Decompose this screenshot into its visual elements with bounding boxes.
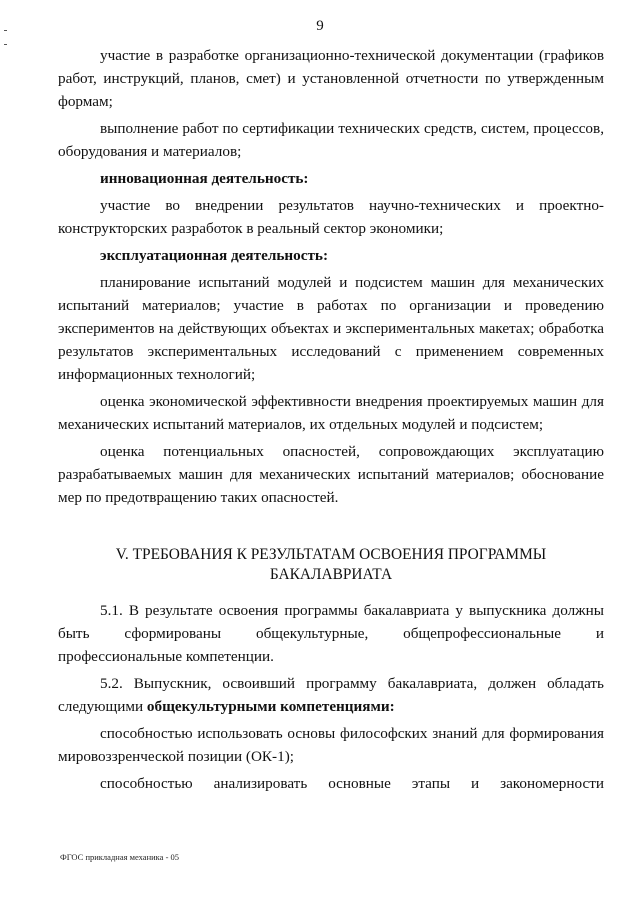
paragraph: оценка потенциальных опасностей, сопровождающих эксплуатацию разрабатываемых машин для механических испытаний материалов; обоснование мер по предотвращению таких опасностей. bbox=[58, 443, 604, 506]
scan-artifact bbox=[4, 44, 7, 45]
competency-item: способностью анализировать основные этапы и закономерности bbox=[100, 775, 604, 792]
paragraph: оценка экономической эффективности внедрения проектируемых машин для механических испытаний материалов, их отдельных модулей и подсистем; bbox=[58, 393, 604, 433]
section-title bbox=[58, 545, 604, 585]
paragraph: 5.1. В результате освоения программы бакалавриата у выпускника должны быть сформированы общекультурные, общепрофессиональные и профессиональные компетенции. bbox=[58, 602, 604, 665]
paragraph bbox=[58, 672, 604, 718]
paragraph: выполнение работ по сертификации технических средств, систем, процессов, оборудования и материалов; bbox=[58, 120, 604, 160]
paragraph: участие в разработке организационно-технической документации (графиков работ, инструкций, планов, смет) и установленной отчетности по утвержденным формам; bbox=[58, 47, 604, 110]
competency-type-label: общекультурными компетенциями: bbox=[146, 698, 395, 715]
page-number: 9 bbox=[316, 18, 324, 34]
paragraph-text: 5.2. Выпускник, освоивший программу бакалавриата, должен обладать следующими bbox=[58, 675, 604, 715]
section-title-line: БАКАЛАВРИАТА bbox=[269, 566, 393, 583]
competency-item: способностью использовать основы философских знаний для формирования мировоззренческой позиции (ОК-1); bbox=[58, 725, 604, 765]
page-body bbox=[58, 44, 604, 799]
section-title-line: V. ТРЕБОВАНИЯ К РЕЗУЛЬТАТАМ ОСВОЕНИЯ ПРОГРАММЫ bbox=[115, 546, 547, 563]
activity-heading-innovation: инновационная деятельность: bbox=[100, 170, 309, 187]
activity-heading-operation: эксплуатационная деятельность: bbox=[100, 247, 329, 264]
paragraph: планирование испытаний модулей и подсистем машин для механических испытаний материалов; участие в работах по организации и проведению экспериментов на действующих объектах и экспериментальных макетах; обработка результатов экспериментальных исследований с применением современных информационных технологий; bbox=[58, 274, 604, 383]
paragraph: участие во внедрении результатов научно-технических и проектно-конструкторских разработок в реальный сектор экономики; bbox=[58, 197, 604, 237]
footer-text: ФГОС прикладная механика - 05 bbox=[60, 852, 180, 862]
